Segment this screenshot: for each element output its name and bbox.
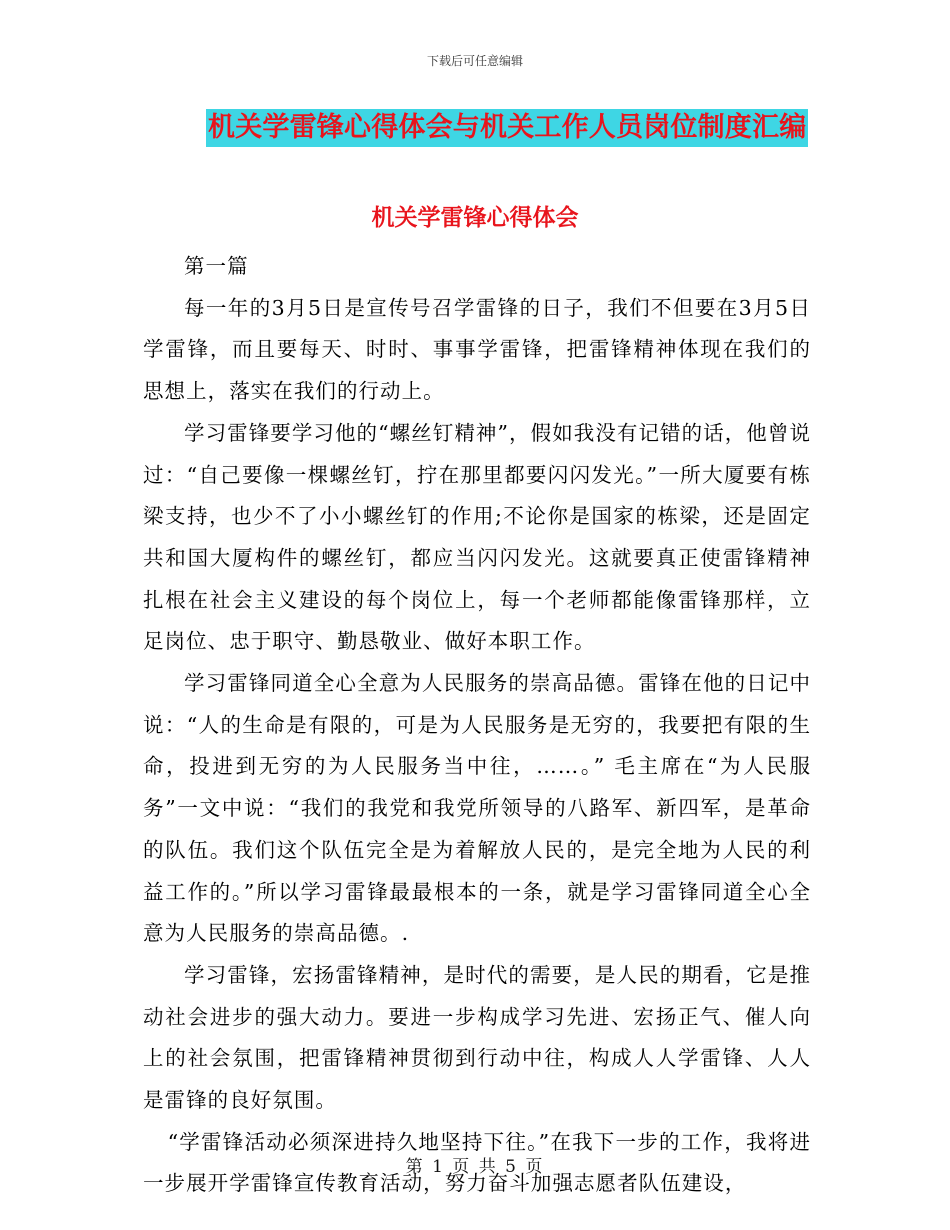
paragraph: 学习雷锋，宏扬雷锋精神，是时代的需要，是人民的期看，它是推动社会进步的强大动力。要进一步构成学习先进、宏扬正气、催人向上的社会氛围，把雷锋精神贯彻到行动中往，构成人人学雷锋、人人是雷锋的良好氛围。 <box>143 962 811 1113</box>
paragraph: 每一年的3月5日是宣传号召学雷锋的日子，我们不但要在3月5日学雷锋，而且要每天、时时、事事学雷锋，把雷锋精神体现在我们的思想上，落实在我们的行动上。 <box>143 295 811 404</box>
document-body <box>143 246 811 1205</box>
paragraph: 学习雷锋要学习他的“螺丝钉精神”，假如我没有记错的话，他曾说过：“自己要像一棵螺丝钉，拧在那里都要闪闪发光。”一所大厦要有栋梁支持，也少不了小小螺丝钉的作用;不论你是国家的栋梁，还是固定共和国大厦构件的螺丝钉，都应当闪闪发光。这就要真正使雷锋精神扎根在社会主义建设的每个岗位上，每一个老师都能像雷锋那样，立足岗位、忠于职守、勤恳敬业、做好本职工作。 <box>143 420 811 654</box>
paragraph: “学雷锋活动必须深进持久地坚持下往。”在我下一步的工作，我将进一步展开学雷锋宣传教育活动，努力奋斗加强志愿者队伍建设， <box>143 1129 811 1196</box>
header-note: 下载后可任意编辑 <box>426 54 523 68</box>
document-main-title: 机关学雷锋心得体会与机关工作人员岗位制度汇编 <box>206 109 808 147</box>
paragraph-part-label: 第一篇 <box>184 254 249 278</box>
section-title: 机关学雷锋心得体会 <box>371 204 579 231</box>
page-number-footer: 第 1 页 共 5 页 <box>405 1157 545 1177</box>
paragraph: 学习雷锋同道全心全意为人民服务的崇高品德。雷锋在他的日记中说：“人的生命是有限的，可是为人民服务是无穷的，我要把有限的生命，投进到无穷的为人民服务当中往，……。” 毛主席在“为人民服务”一文中说：“我们的我党和我党所领导的八路军、新四军，是革命的队伍。我们这个队伍完全是为着解放人民的，是完全地为人民的利益工作的。”所以学习雷锋最最根本的一条，就是学习雷锋同道全心全意为人民服务的崇高品德。. <box>143 671 811 946</box>
